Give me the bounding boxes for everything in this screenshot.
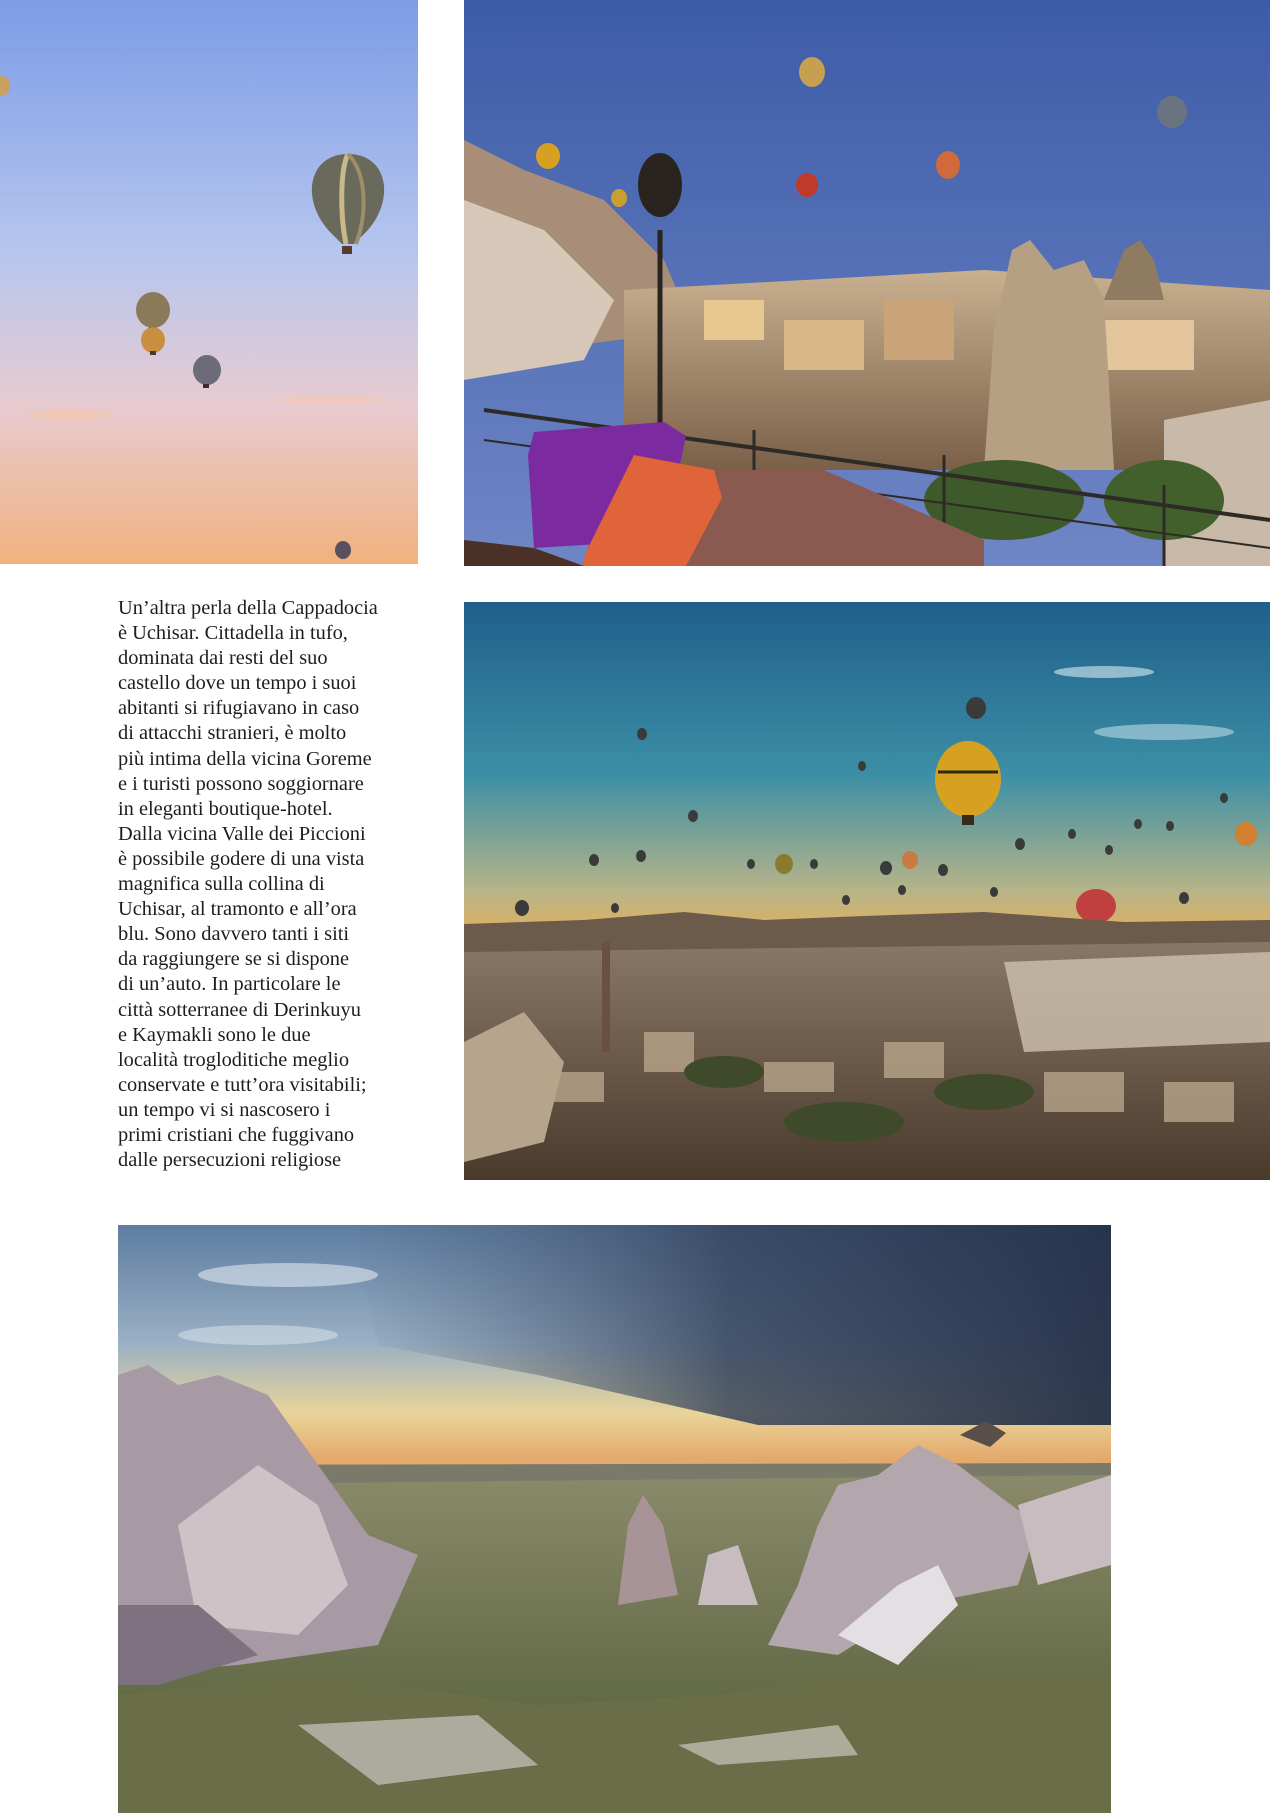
article-line: località trogloditiche meglio (118, 1048, 350, 1071)
article-line: magnifica sulla collina di (118, 873, 325, 896)
article-line: città sotterranee di Derinkuyu (118, 998, 361, 1021)
balloons-sky-photo (0, 0, 418, 564)
article-line: dalle persecuzioni religiose (118, 1149, 342, 1172)
article-line: Uchisar, al tramonto e all’ora (118, 898, 357, 921)
article-line: abitanti si rifugiavano in caso (118, 697, 360, 720)
article-line: Dalla vicina Valle dei Piccioni (118, 822, 366, 845)
article-line: primi cristiani che fuggivano (118, 1123, 355, 1146)
article-line: Un’altra perla della Cappadocia (118, 597, 378, 619)
terrace-view-photo (464, 0, 1270, 566)
article-body (118, 596, 434, 1173)
article-line: di attacchi stranieri, è molto (118, 722, 347, 745)
article-line: da raggiungere se si dispone (118, 948, 350, 971)
article-line: conservate e tutt’ora visitabili; (118, 1073, 367, 1096)
article-line: blu. Sono davvero tanti i siti (118, 923, 350, 946)
article-line: più intima della vicina Goreme (118, 747, 372, 770)
article-line: e i turisti possono soggiornare (118, 772, 364, 795)
article-line: è possibile godere di una vista (118, 847, 365, 870)
valley-landscape-photo (118, 1225, 1111, 1813)
article-line: dominata dai resti del suo (118, 647, 328, 670)
sunrise-balloons-photo (464, 602, 1270, 1180)
article-line: castello dove un tempo i suoi (118, 672, 357, 695)
article-line: e Kaymakli sono le due (118, 1023, 311, 1046)
article-line: è Uchisar. Cittadella in tufo, (118, 622, 348, 645)
article-line: di un’auto. In particolare le (118, 973, 341, 996)
article-line: in eleganti boutique-hotel. (118, 797, 333, 820)
article-line: un tempo vi si nascosero i (118, 1098, 331, 1121)
